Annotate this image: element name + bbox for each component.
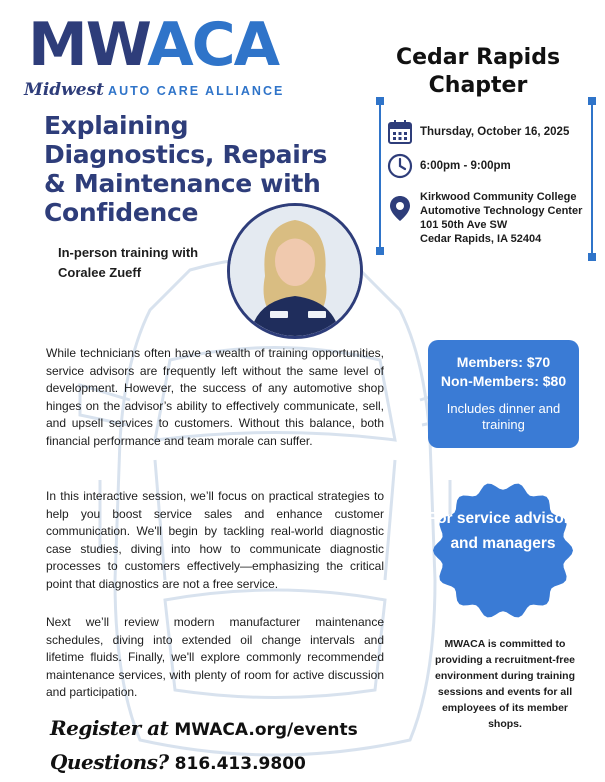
paragraph: In this interactive session, we’ll focus on practical strategies to help you boost service sales and enhance customer communication. We'll begin by tackling real-world diagnostic case studies, diving into how to communicate diagnostic processes to customers effectively—emphasizing the critical point that diagnostics are not a free service. <box>46 489 384 591</box>
logo-tagline-caps: AUTO CARE ALLIANCE <box>108 84 285 98</box>
event-location <box>420 190 582 246</box>
map-pin-icon <box>386 194 414 222</box>
location-line: Kirkwood Community College <box>420 191 577 203</box>
divider-left <box>379 101 381 251</box>
event-time-row <box>386 152 511 180</box>
calendar-icon <box>386 118 414 146</box>
logo-wordmark: MWACA <box>28 10 279 80</box>
trainer-photo-illustration <box>230 206 360 336</box>
register-link[interactable]: MWACA.org/events <box>174 720 358 740</box>
location-line: 101 50th Ave SW <box>420 219 508 231</box>
mwaca-logo <box>24 10 285 106</box>
paragraph: Next we’ll review modern manufacturer maintenance schedules, diving into extended oil change intervals and lifetime fluids. Finally, we'll explore commonly recommended maintenance services, with plenty of room for active discussion and participation. <box>46 615 384 700</box>
member-price: Members: $70 <box>456 354 551 370</box>
trainer-portrait <box>227 203 363 339</box>
pricing-includes: Includes dinner and training <box>446 401 561 432</box>
commitment-statement: MWACA is committed to providing a recruitment-free environment during training sessions and events for all employees of its member shops. <box>434 638 576 730</box>
logo-tagline <box>24 80 284 100</box>
register-label: Register at <box>50 716 169 740</box>
location-line: Automotive Technology Center <box>420 205 583 217</box>
event-title: Explaining Diagnostics, Repairs & Maintenance with Confidence <box>44 111 328 227</box>
clock-icon <box>386 152 414 180</box>
trainer-line: In-person training with Coralee Zueff <box>58 245 199 280</box>
audience-badge-text: For service advisors and managers <box>427 510 579 552</box>
event-date: Thursday, October 16, 2025 <box>420 126 570 138</box>
phone-number[interactable]: 816.413.9800 <box>174 754 306 774</box>
questions-line <box>50 750 306 774</box>
questions-label: Questions? <box>50 750 169 774</box>
pricing-box <box>428 340 579 448</box>
event-date-row <box>386 118 569 146</box>
divider-right <box>591 101 593 257</box>
logo-tagline-script: Midwest <box>24 80 105 100</box>
event-location-row <box>386 190 582 246</box>
divider-cap <box>588 97 596 105</box>
divider-cap <box>376 247 384 255</box>
location-line: Cedar Rapids, IA 52404 <box>420 233 542 245</box>
paragraph: While technicians often have a wealth of training opportunities, service advisors are frequently left without the same level of development. However, the success of any automotive shop hinges on the advisor’s ability to effectively communicate, sell, and upsell services to customers. Without this balance, both financial performance and team morale can suffer. <box>46 346 384 448</box>
register-line <box>50 716 358 740</box>
non-member-price: Non-Members: $80 <box>440 373 567 389</box>
event-time: 6:00pm - 9:00pm <box>420 160 511 172</box>
divider-cap <box>588 253 596 261</box>
chapter-name: Cedar Rapids Chapter <box>395 45 561 98</box>
